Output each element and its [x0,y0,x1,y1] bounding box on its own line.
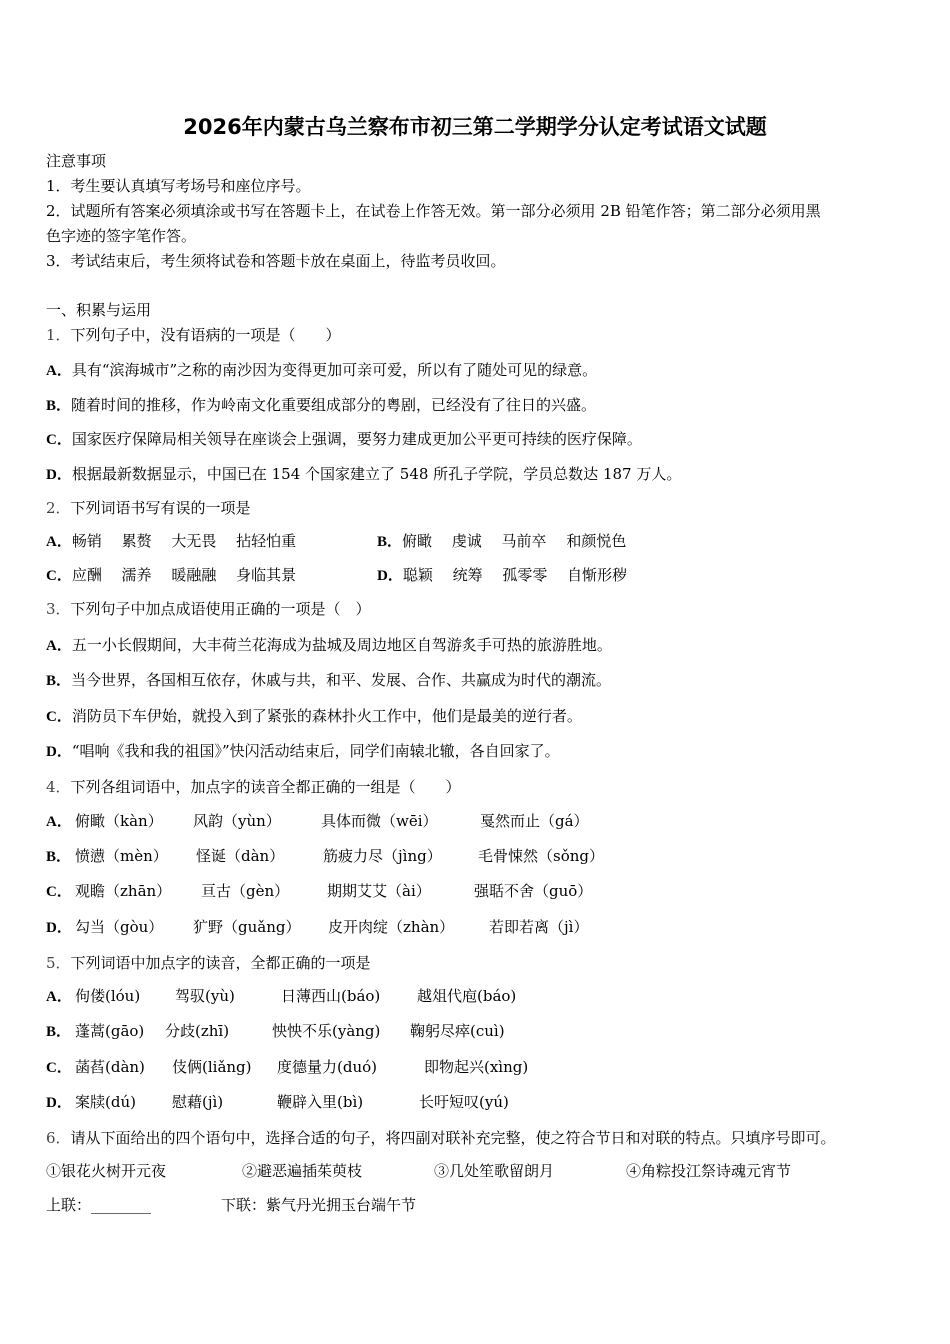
question-text: 下列句子中，没有语病的一项是（ ） [70,326,341,344]
notice-item: 2．试题所有答案必须填涂或书写在答题卡上，在试卷上作答无效。第一部分必须用 2B 铅笔作答；第二部分必须用黑 [46,202,821,220]
question-5-stem [46,953,371,973]
option-item: 案牍(dú) [75,1093,136,1111]
option-item: 鞠躬尽瘁(cuì) [410,1022,505,1040]
option-item: 驾驭(yù) [175,987,235,1005]
question-number: 1． [46,326,71,344]
option-text: “唱响《我和我的祖国》”快闪活动结束后，同学们南辕北辙，各自回家了。 [71,742,560,760]
question-number: 6． [46,1129,71,1147]
option-text: 俯瞰 虔诚 马前卒 和颜悦色 [402,532,627,550]
option-text: 国家医疗保障局相关领导在座谈会上强调，要努力建成更加公平更可持续的医疗保障。 [71,430,642,448]
notice-heading: 注意事项 [46,152,107,170]
option-item: 毛骨悚然（sǒng） [478,847,604,865]
option-item: 即物起兴(xìng) [424,1058,529,1076]
page-title: 2026年内蒙古乌兰察布市初三第二学期学分认定考试语文试题 [183,115,767,139]
option-label: D． [46,744,72,760]
choice-item: ①银花火树开元夜 [46,1162,167,1180]
option-line [46,360,597,381]
option-item: 蓬蒿(gāo) [75,1022,145,1040]
option-item: 度德量力(duó) [277,1058,377,1076]
option-label: A． [46,638,72,654]
option-line [46,464,681,485]
option-label: C． [46,884,72,900]
option-item: 伎俩(liǎng) [172,1058,252,1076]
option-item: 愤懑（mèn） [75,847,168,865]
option-item: 皮开肉绽（zhàn） [328,918,455,936]
option-label: B． [46,398,72,414]
choice-item: ②避恶遍插茱萸枝 [242,1162,363,1180]
option-item: 长吁短叹(yú) [419,1093,509,1111]
question-text: 下列词语中加点字的读音，全都正确的一项是 [70,954,371,972]
option-label: C． [46,1060,72,1076]
question-2-stem [46,498,251,518]
option-label: C． [46,432,72,448]
option-item: 犷野（guǎng） [193,918,301,936]
choice-item: ③几处笙歌留朗月 [434,1162,555,1180]
choice-item: ④角粽投江祭诗魂元宵节 [626,1162,792,1180]
option-item: 期期艾艾（ài） [327,882,431,900]
option-label: D． [377,568,403,584]
option-line [377,565,627,586]
question-text: 下列各组词语中，加点字的读音全都正确的一组是（ ） [70,778,461,796]
option-item: 俯瞰（kàn） [75,812,163,830]
option-item: 强聒不舍（guō） [474,882,593,900]
option-label: B． [46,673,72,689]
option-item: 观瞻（zhān） [75,882,172,900]
question-6-stem [46,1128,836,1148]
option-text: 应酬 濡养 暖融融 身临其景 [71,566,297,584]
option-item: 菡萏(dàn) [75,1058,145,1076]
option-line [46,565,296,586]
question-text: 下列句子中加点成语使用正确的一项是（ ） [70,600,371,618]
option-item: 具体而微（wēi） [321,812,438,830]
option-line [46,670,611,691]
question-text: 下列词语书写有误的一项是 [70,499,251,517]
option-label: A． [46,989,72,1005]
option-label: A． [46,534,72,550]
notice-item: 色字迹的签字笔作答。 [46,227,197,245]
option-text: 畅销 累赘 大无畏 拈轻怕重 [71,532,297,550]
option-line [46,429,642,450]
question-number: 2． [46,499,71,517]
option-line [46,395,596,416]
option-text: 根据最新数据显示，中国已在 154 个国家建立了 548 所孔子学院，学员总数达 187 万人。 [71,465,682,483]
lower-couplet: 下联：紫气丹光拥玉台端午节 [221,1196,417,1214]
option-item: 鞭辟入里(bì) [277,1093,364,1111]
option-item: 筋疲力尽（jìng） [323,847,442,865]
question-number: 3． [46,600,71,618]
option-item: 风韵（yùn） [193,812,281,830]
option-item: 怏怏不乐(yàng) [272,1022,381,1040]
option-line [46,741,560,762]
option-label: A． [46,814,72,830]
option-label: B． [377,534,403,550]
option-item: 越俎代庖(báo) [417,987,517,1005]
question-number: 4． [46,778,71,796]
option-text: 消防员下车伊始，就投入到了紧张的森林扑火工作中，他们是最美的逆行者。 [71,707,582,725]
question-text: 请从下面给出的四个语句中，选择合适的句子，将四副对联补充完整，使之符合节日和对联的特点。只填序号即可。 [70,1129,836,1147]
option-label: D． [46,1095,72,1111]
section-heading: 一、积累与运用 [46,301,152,319]
option-item: 慰藉(jì) [172,1093,224,1111]
option-text: 具有“滨海城市”之称的南沙因为变得更加可亲可爱，所以有了随处可见的绿意。 [71,361,598,379]
option-item: 日薄西山(báo) [281,987,381,1005]
upper-couplet: 上联：________ [46,1196,152,1214]
notice-item: 3．考试结束后，考生须将试卷和答题卡放在桌面上，待监考员收回。 [46,252,506,270]
option-label: B． [46,1024,72,1040]
question-number: 5． [46,954,71,972]
option-line [46,531,296,552]
option-label: C． [46,568,72,584]
option-label: A． [46,363,72,379]
option-item: 戛然而止（gá） [480,812,589,830]
option-item: 勾当（gòu） [75,918,164,936]
option-label: C． [46,709,72,725]
option-label: D． [46,920,72,936]
option-item: 若即若离（jì） [489,918,589,936]
question-3-stem [46,599,371,619]
option-line [46,706,582,727]
question-1-stem [46,325,341,345]
option-item: 佝偻(lóu) [75,987,141,1005]
option-text: 当今世界，各国相互依存，休戚与共，和平、发展、合作、共赢成为时代的潮流。 [71,671,612,689]
option-line [46,635,612,656]
option-label: B． [46,849,72,865]
question-4-stem [46,777,461,797]
notice-item: 1．考生要认真填写考场号和座位序号。 [46,177,311,195]
option-item: 分歧(zhī) [165,1022,230,1040]
option-text: 聪颖 统筹 孤零零 自惭形秽 [402,566,628,584]
option-label: D． [46,467,72,483]
option-line [377,531,626,552]
option-text: 随着时间的推移，作为岭南文化重要组成部分的粤剧，已经没有了往日的兴盛。 [71,396,597,414]
option-item: 怪诞（dàn） [196,847,285,865]
option-text: 五一小长假期间，大丰荷兰花海成为盐城及周边地区自驾游炙手可热的旅游胜地。 [71,636,612,654]
option-item: 亘古（gèn） [201,882,290,900]
